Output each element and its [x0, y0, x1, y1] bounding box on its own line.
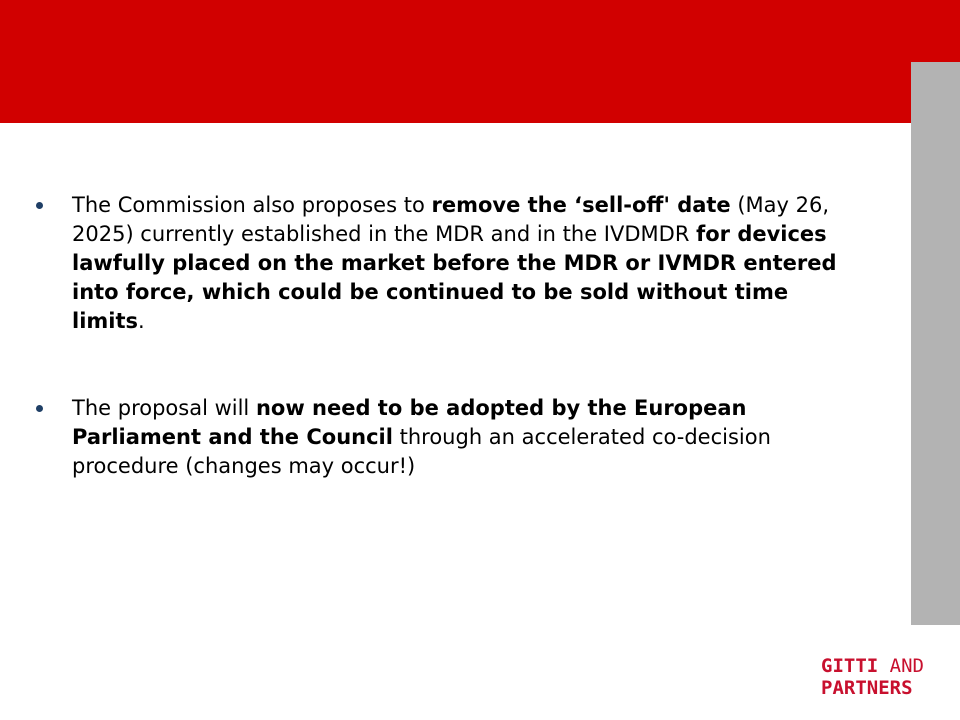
bullet-text-part: The Commission also proposes to	[72, 193, 432, 217]
bullet-bold-text: remove the ‘sell-off' date	[431, 193, 731, 217]
bullet-dot-icon	[36, 405, 43, 412]
right-gray-sidebar	[911, 62, 960, 625]
bullet-bold-text: now need to be adopted by the European Parliament and the Council	[72, 396, 747, 449]
bullet-item-sell-off-date	[36, 191, 856, 336]
bullet-item-adoption	[36, 394, 856, 481]
gitti-and-partners-logo	[821, 655, 951, 699]
logo-word-gitti: GITTI	[821, 655, 879, 677]
bullet-text-part: The proposal will	[72, 396, 256, 420]
logo-line-top	[821, 655, 951, 677]
top-red-banner	[0, 0, 960, 123]
logo-word-partners: PARTNERS	[821, 677, 913, 699]
logo-word-and: AND	[878, 655, 924, 677]
bullet-text-part: .	[138, 309, 145, 333]
bullet-bold-text: for devices lawfully placed on the market before the MDR or IVMDR entered into force, which could be continued to be sold without time limits	[72, 222, 837, 333]
bullet-dot-icon	[36, 202, 43, 209]
bullet-text-part: through an accelerated co-decision procedure (changes may occur!)	[72, 425, 771, 478]
content-bullet-list	[36, 191, 856, 481]
bullet-text-part: (May 26, 2025) currently established in the MDR and in the IVDMDR	[72, 193, 830, 246]
